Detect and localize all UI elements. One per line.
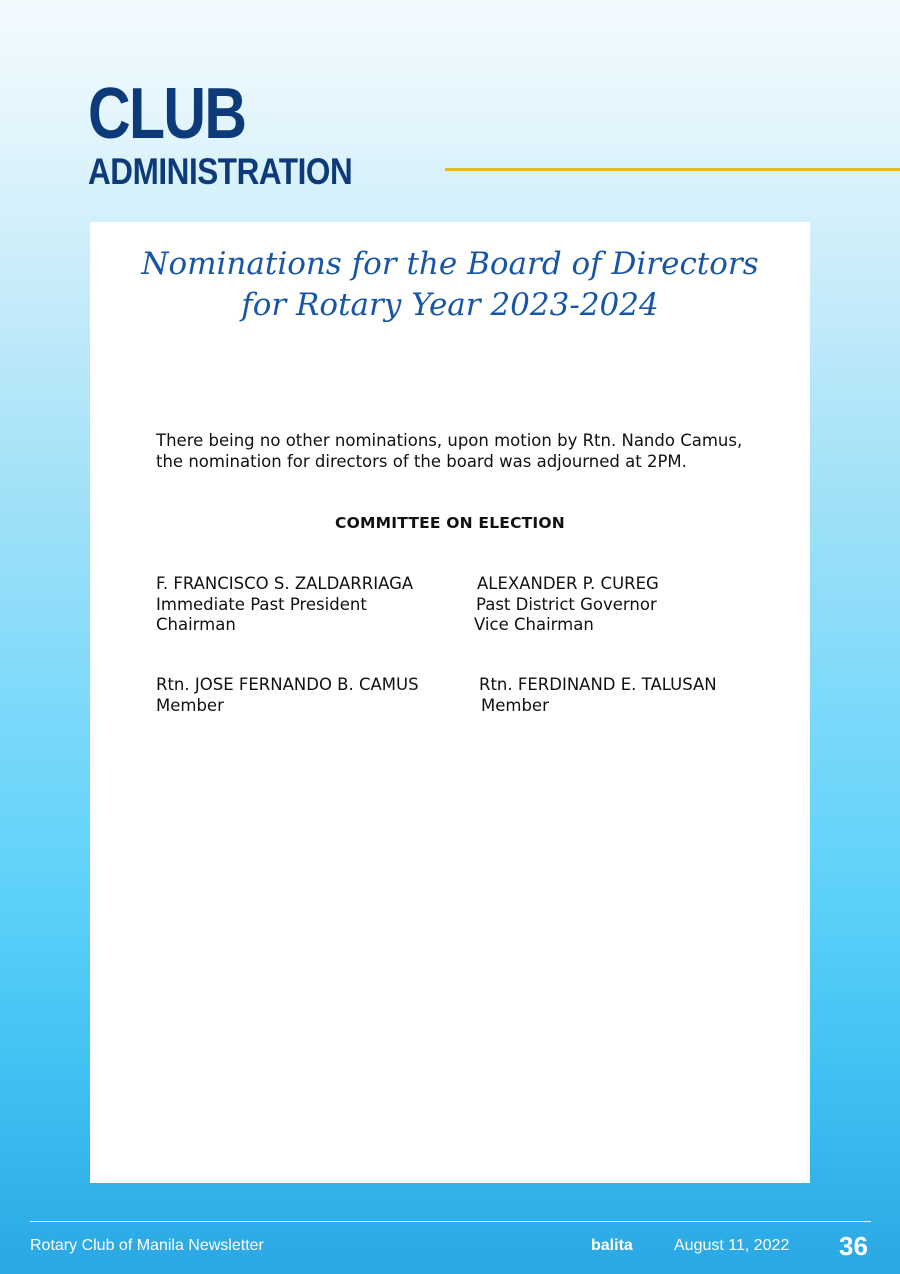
section-title-main: CLUB [88,74,246,154]
signatory-role: Vice Chairman [474,615,594,634]
article-heading [90,244,810,326]
signatory-title: Past District Governor [476,594,657,614]
signatory-name: Rtn. FERDINAND E. TALUSAN [479,675,717,694]
accent-divider [445,168,900,171]
article-paragraph: There being no other nominations, upon motion by Rtn. Nando Camus, the nomination for directors of the board was adjourned at 2PM. [156,431,743,471]
signatory-vice-chairman [474,574,659,636]
signatory-name: ALEXANDER P. CUREG [477,574,659,593]
footer-brand: balita [591,1237,633,1254]
section-title [88,74,399,192]
article-heading-line1: Nominations for the Board of Directors [141,246,759,282]
signatory-name: F. FRANCISCO S. ZALDARRIAGA [156,574,414,593]
page-number: 36 [839,1231,868,1261]
footer-publication: Rotary Club of Manila Newsletter [30,1237,264,1254]
signatory-role: Member [156,695,224,715]
signatory-role: Member [481,695,549,715]
signatory-title: Immediate Past President [156,594,367,614]
article-heading-line2: for Rotary Year 2023-2024 [241,287,659,323]
signatory-chairman [156,574,413,636]
signatory-name: Rtn. JOSE FERNANDO B. CAMUS [156,675,419,694]
section-title-sub: ADMINISTRATION [88,151,353,192]
footer-divider [30,1221,871,1222]
page-footer [0,1233,900,1263]
article-card [90,222,810,1183]
committee-heading: COMMITTEE ON ELECTION [335,514,565,532]
signatory-member-talusan [479,675,717,716]
signatory-role: Chairman [156,615,236,634]
signatory-member-camus [156,675,419,716]
footer-date: August 11, 2022 [674,1237,790,1254]
